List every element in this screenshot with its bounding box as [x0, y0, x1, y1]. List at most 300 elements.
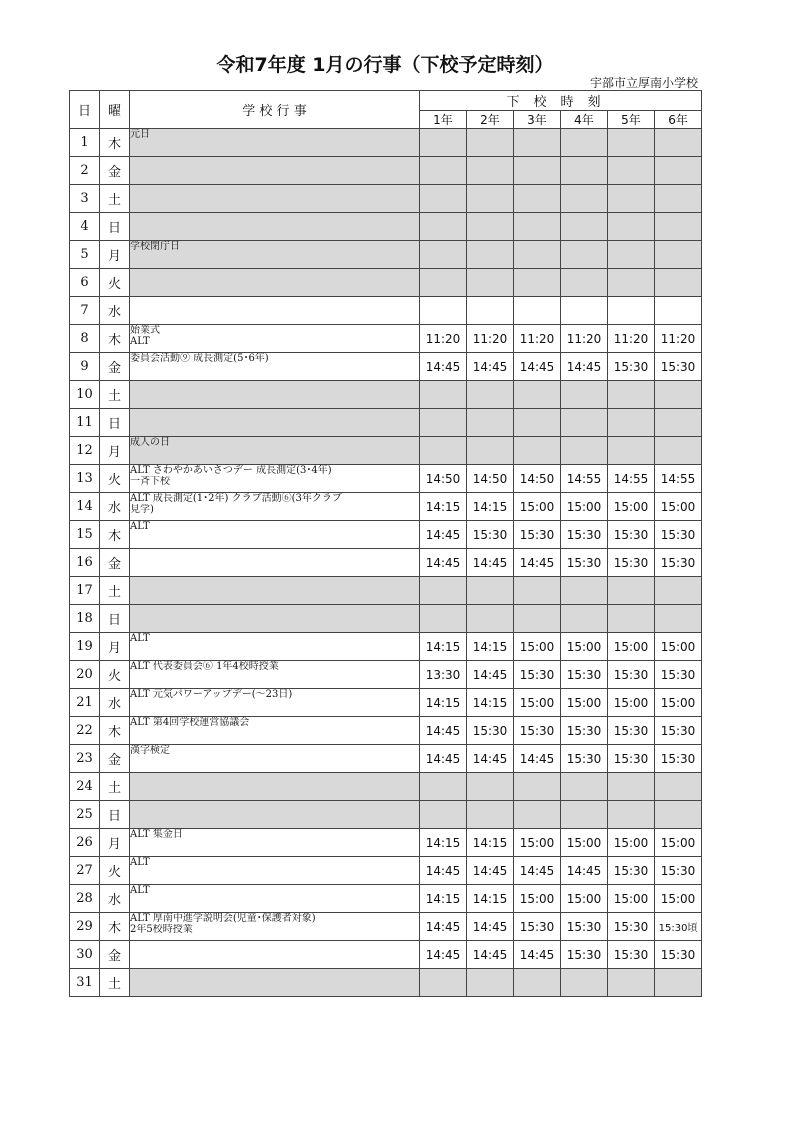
table-row	[70, 185, 702, 213]
dismissal-time-cell	[655, 381, 702, 409]
table-row	[70, 857, 702, 885]
dismissal-time-cell	[514, 577, 561, 605]
dismissal-time-cell	[420, 129, 467, 157]
dismissal-time-cell: 15:30	[514, 521, 561, 549]
dismissal-time-cell: 14:55	[655, 465, 702, 493]
dismissal-time-cell: 15:30	[467, 717, 514, 745]
dismissal-time-cell	[655, 577, 702, 605]
dismissal-time-cell	[420, 269, 467, 297]
dismissal-time-cell: 13:30	[420, 661, 467, 689]
dismissal-time-cell	[467, 129, 514, 157]
weekday-cell: 土	[100, 577, 130, 605]
dismissal-time-cell: 15:00	[514, 493, 561, 521]
dismissal-time-cell: 15:30	[608, 745, 655, 773]
dismissal-time-cell: 15:00	[655, 633, 702, 661]
dismissal-time-cell: 15:30頃	[655, 913, 702, 941]
dismissal-time-cell	[608, 773, 655, 801]
dismissal-time-cell	[608, 801, 655, 829]
day-cell: 24	[70, 773, 100, 801]
dismissal-time-cell: 15:30	[608, 941, 655, 969]
dismissal-time-cell	[655, 969, 702, 997]
dismissal-time-cell: 15:00	[514, 885, 561, 913]
dismissal-time-cell: 14:15	[420, 829, 467, 857]
dismissal-time-cell	[514, 241, 561, 269]
dismissal-time-cell	[608, 213, 655, 241]
dismissal-time-cell	[420, 381, 467, 409]
event-line: 元日	[130, 129, 150, 140]
dismissal-time-cell	[561, 409, 608, 437]
dismissal-time-cell	[467, 801, 514, 829]
event-cell	[130, 213, 420, 241]
grade-header: 6年	[655, 111, 702, 129]
dismissal-time-cell	[514, 157, 561, 185]
weekday-cell: 月	[100, 241, 130, 269]
dismissal-time-cell: 15:30	[561, 521, 608, 549]
dismissal-time-cell	[467, 297, 514, 325]
event-line: ALT 第4回学校運営協議会	[130, 717, 250, 728]
table-row	[70, 157, 702, 185]
dismissal-time-cell: 15:00	[561, 493, 608, 521]
day-cell: 25	[70, 801, 100, 829]
dismissal-time-cell: 14:45	[420, 941, 467, 969]
dismissal-time-cell: 15:30	[655, 661, 702, 689]
weekday-cell: 木	[100, 129, 130, 157]
table-row	[70, 577, 702, 605]
table-row	[70, 297, 702, 325]
dismissal-time-cell	[420, 213, 467, 241]
dismissal-time-cell	[608, 381, 655, 409]
day-cell: 22	[70, 717, 100, 745]
event-line: ALT さわやかあいさつデー 成長測定(3･4年)	[130, 465, 332, 476]
day-cell: 23	[70, 745, 100, 773]
dismissal-time-cell	[420, 185, 467, 213]
dismissal-time-cell: 15:30	[655, 521, 702, 549]
grade-header: 5年	[608, 111, 655, 129]
dismissal-time-cell: 15:30	[655, 353, 702, 381]
dismissal-time-cell	[420, 157, 467, 185]
page-title: 令和7年度 1月の行事（下校予定時刻）	[216, 54, 554, 76]
dismissal-time-cell	[561, 185, 608, 213]
dismissal-time-cell	[608, 605, 655, 633]
table-row	[70, 381, 702, 409]
event-cell	[130, 353, 420, 381]
dismissal-time-cell	[467, 241, 514, 269]
weekday-cell: 金	[100, 745, 130, 773]
dismissal-time-cell: 15:30	[655, 941, 702, 969]
table-row	[70, 521, 702, 549]
event-cell	[130, 689, 420, 717]
event-cell	[130, 465, 420, 493]
dismissal-time-cell	[514, 213, 561, 241]
dismissal-time-cell	[514, 269, 561, 297]
dismissal-time-cell: 15:00	[514, 633, 561, 661]
dismissal-time-cell	[655, 801, 702, 829]
table-row	[70, 829, 702, 857]
day-header: 日	[70, 91, 100, 129]
dismissal-time-cell: 14:45	[420, 549, 467, 577]
dismissal-time-cell	[514, 437, 561, 465]
table-row	[70, 913, 702, 941]
event-cell	[130, 577, 420, 605]
dismissal-time-cell	[467, 409, 514, 437]
dismissal-time-cell	[655, 129, 702, 157]
dismissal-time-cell	[420, 605, 467, 633]
weekday-cell: 水	[100, 297, 130, 325]
dismissal-time-cell: 15:00	[608, 493, 655, 521]
weekday-cell: 土	[100, 773, 130, 801]
weekday-cell: 水	[100, 885, 130, 913]
grade-header: 3年	[514, 111, 561, 129]
dismissal-time-cell	[655, 157, 702, 185]
table-row	[70, 941, 702, 969]
dismissal-time-cell: 15:30	[608, 717, 655, 745]
dismissal-time-cell: 15:30	[608, 353, 655, 381]
weekday-cell: 木	[100, 521, 130, 549]
dismissal-time-cell: 14:15	[467, 493, 514, 521]
weekday-cell: 日	[100, 605, 130, 633]
dismissal-time-cell	[655, 185, 702, 213]
dismissal-time-cell	[514, 297, 561, 325]
event-line: ALT	[130, 336, 150, 347]
event-cell	[130, 157, 420, 185]
dismissal-time-cell: 14:15	[420, 689, 467, 717]
event-line: ALT	[130, 857, 150, 868]
dismissal-time-cell: 14:45	[420, 857, 467, 885]
table-row	[70, 409, 702, 437]
dismissal-time-cell: 15:00	[608, 885, 655, 913]
dismissal-time-cell: 11:20	[655, 325, 702, 353]
event-cell	[130, 493, 420, 521]
dismissal-time-cell: 15:30	[561, 549, 608, 577]
day-cell: 1	[70, 129, 100, 157]
dismissal-time-cell	[514, 185, 561, 213]
table-row	[70, 213, 702, 241]
event-cell	[130, 717, 420, 745]
dismissal-time-cell	[467, 773, 514, 801]
dismissal-time-cell: 14:15	[467, 885, 514, 913]
dismissal-time-cell	[561, 801, 608, 829]
dismissal-time-cell	[608, 241, 655, 269]
event-line: ALT 代表委員会⑥ 1年4校時授業	[130, 661, 279, 672]
weekday-cell: 木	[100, 913, 130, 941]
dismissal-time-cell	[514, 801, 561, 829]
dismissal-time-cell	[561, 297, 608, 325]
event-line: ALT	[130, 521, 150, 532]
dismissal-time-cell	[467, 213, 514, 241]
weekday-cell: 日	[100, 801, 130, 829]
dismissal-time-cell: 14:45	[420, 717, 467, 745]
dismissal-time-cell	[561, 773, 608, 801]
dismissal-time-cell	[514, 409, 561, 437]
dismissal-time-cell: 15:30	[467, 521, 514, 549]
dismissal-time-cell: 14:15	[420, 493, 467, 521]
day-cell: 15	[70, 521, 100, 549]
weekday-header: 曜	[100, 91, 130, 129]
dismissal-time-cell	[561, 437, 608, 465]
dismissal-time-cell: 15:00	[655, 885, 702, 913]
dismissal-time-cell: 14:45	[467, 353, 514, 381]
event-cell	[130, 325, 420, 353]
table-row	[70, 773, 702, 801]
event-line: ALT	[130, 885, 150, 896]
day-cell: 4	[70, 213, 100, 241]
table-row	[70, 969, 702, 997]
dismissal-time-cell	[467, 157, 514, 185]
dismissal-time-cell	[420, 241, 467, 269]
dismissal-time-cell: 15:00	[561, 885, 608, 913]
dismissal-time-cell: 14:45	[467, 913, 514, 941]
dismissal-time-cell: 14:45	[467, 661, 514, 689]
dismissal-time-cell	[514, 969, 561, 997]
dismissal-time-cell	[514, 129, 561, 157]
dismissal-time-cell	[420, 577, 467, 605]
dismissal-time-cell: 14:45	[420, 913, 467, 941]
dismissal-time-cell: 14:15	[467, 689, 514, 717]
dismissal-time-cell: 15:30	[561, 941, 608, 969]
day-cell: 28	[70, 885, 100, 913]
dismissal-time-cell: 15:30	[561, 717, 608, 745]
day-cell: 2	[70, 157, 100, 185]
dismissal-time-cell	[561, 213, 608, 241]
event-cell	[130, 409, 420, 437]
dismissal-time-cell	[655, 437, 702, 465]
dismissal-time-cell	[608, 577, 655, 605]
dismissal-time-cell: 11:20	[514, 325, 561, 353]
event-cell	[130, 269, 420, 297]
dismissal-time-cell	[655, 773, 702, 801]
event-line: ALT 元気パワーアップデー(～23日)	[130, 689, 293, 700]
dismissal-time-cell: 15:30	[608, 857, 655, 885]
dismissal-time-cell: 14:45	[561, 857, 608, 885]
event-cell	[130, 549, 420, 577]
day-cell: 9	[70, 353, 100, 381]
dismissal-time-cell	[608, 129, 655, 157]
dismissal-time-cell	[467, 577, 514, 605]
events-header: 学 校 行 事	[130, 91, 420, 129]
dismissal-time-cell: 14:55	[561, 465, 608, 493]
day-cell: 21	[70, 689, 100, 717]
event-line: 学校閉庁日	[130, 241, 180, 252]
table-row	[70, 325, 702, 353]
dismissal-time-cell: 15:00	[561, 633, 608, 661]
dismissal-time-cell	[655, 297, 702, 325]
day-cell: 17	[70, 577, 100, 605]
dismissal-time-cell: 14:50	[514, 465, 561, 493]
dismissal-time-cell: 14:45	[514, 857, 561, 885]
schedule-table	[69, 90, 702, 997]
dismissal-time-cell: 14:15	[467, 829, 514, 857]
dismissal-time-cell: 15:30	[561, 745, 608, 773]
dismissal-time-cell: 15:00	[514, 689, 561, 717]
dismissal-time-cell: 14:45	[514, 941, 561, 969]
day-cell: 26	[70, 829, 100, 857]
table-row	[70, 661, 702, 689]
event-cell	[130, 801, 420, 829]
schedule-body	[70, 129, 702, 997]
weekday-cell: 月	[100, 633, 130, 661]
event-line: 委員会活動⑨ 成長測定(5･6年)	[130, 353, 269, 364]
dismissal-time-cell: 15:30	[655, 745, 702, 773]
weekday-cell: 金	[100, 941, 130, 969]
dismissal-time-cell: 14:45	[467, 549, 514, 577]
weekday-cell: 土	[100, 185, 130, 213]
dismissal-time-cell	[608, 269, 655, 297]
dismissal-time-cell	[561, 577, 608, 605]
dismissal-time-cell	[420, 437, 467, 465]
dismissal-time-cell: 15:30	[561, 661, 608, 689]
dismissal-time-cell: 14:45	[514, 549, 561, 577]
table-row	[70, 717, 702, 745]
dismissal-time-cell	[467, 381, 514, 409]
table-row	[70, 745, 702, 773]
dismissal-time-cell: 15:30	[608, 521, 655, 549]
dismissal-time-cell	[608, 185, 655, 213]
dismissal-time-cell: 14:45	[467, 941, 514, 969]
grade-header: 4年	[561, 111, 608, 129]
dismissal-time-cell: 15:00	[608, 689, 655, 717]
dismissal-time-cell	[561, 157, 608, 185]
dismissal-time-cell	[561, 241, 608, 269]
day-cell: 27	[70, 857, 100, 885]
day-cell: 5	[70, 241, 100, 269]
day-cell: 31	[70, 969, 100, 997]
event-cell	[130, 885, 420, 913]
dismissal-time-cell	[561, 969, 608, 997]
dismissal-time-cell: 14:45	[420, 353, 467, 381]
day-cell: 11	[70, 409, 100, 437]
weekday-cell: 火	[100, 661, 130, 689]
table-row	[70, 689, 702, 717]
day-cell: 14	[70, 493, 100, 521]
dismissal-time-cell: 14:45	[514, 745, 561, 773]
dismissal-time-cell	[608, 157, 655, 185]
dismissal-time-cell	[467, 185, 514, 213]
dismissal-time-cell	[608, 409, 655, 437]
dismissal-time-cell: 15:00	[561, 829, 608, 857]
event-cell	[130, 381, 420, 409]
event-cell	[130, 829, 420, 857]
dismissal-time-cell	[514, 605, 561, 633]
grade-header: 2年	[467, 111, 514, 129]
event-cell	[130, 633, 420, 661]
event-line: 始業式	[130, 325, 160, 336]
day-cell: 10	[70, 381, 100, 409]
weekday-cell: 水	[100, 689, 130, 717]
table-row	[70, 605, 702, 633]
dismissal-time-cell: 15:00	[514, 829, 561, 857]
dismissal-time-cell	[561, 381, 608, 409]
dismissal-time-cell: 15:30	[561, 913, 608, 941]
weekday-cell: 土	[100, 381, 130, 409]
event-line: ALT 厚南中進学説明会(児童･保護者対象)	[130, 913, 316, 924]
day-cell: 16	[70, 549, 100, 577]
dismissal-time-cell: 14:55	[608, 465, 655, 493]
weekday-cell: 月	[100, 829, 130, 857]
day-cell: 30	[70, 941, 100, 969]
dismissal-time-cell	[514, 381, 561, 409]
table-row	[70, 493, 702, 521]
day-cell: 19	[70, 633, 100, 661]
day-cell: 7	[70, 297, 100, 325]
weekday-cell: 金	[100, 353, 130, 381]
dismissal-time-cell: 14:15	[420, 885, 467, 913]
weekday-cell: 火	[100, 857, 130, 885]
weekday-cell: 月	[100, 437, 130, 465]
event-line: 一斉下校	[130, 476, 170, 487]
dismissal-time-cell: 14:15	[467, 633, 514, 661]
day-cell: 3	[70, 185, 100, 213]
dismissal-time-cell: 15:30	[514, 661, 561, 689]
dismissal-time-cell	[655, 269, 702, 297]
day-cell: 13	[70, 465, 100, 493]
event-cell	[130, 857, 420, 885]
weekday-cell: 木	[100, 717, 130, 745]
day-cell: 20	[70, 661, 100, 689]
event-cell	[130, 185, 420, 213]
dismissal-time-cell: 14:15	[420, 633, 467, 661]
event-cell	[130, 969, 420, 997]
dismissal-time-cell	[420, 297, 467, 325]
event-cell	[130, 661, 420, 689]
dismissal-time-cell	[655, 241, 702, 269]
event-cell	[130, 605, 420, 633]
school-name: 宇部市立厚南小学校	[589, 76, 698, 90]
dismissal-time-cell: 15:30	[514, 913, 561, 941]
dismissal-time-cell: 14:45	[420, 745, 467, 773]
dismissal-time-cell	[655, 409, 702, 437]
dismissal-time-cell	[420, 773, 467, 801]
dismissal-time-cell: 11:20	[608, 325, 655, 353]
dismissal-time-cell	[608, 437, 655, 465]
event-cell	[130, 241, 420, 269]
dismissal-time-cell: 14:45	[467, 857, 514, 885]
table-row	[70, 241, 702, 269]
dismissal-time-cell	[561, 605, 608, 633]
dismissal-time-cell: 14:50	[467, 465, 514, 493]
dismissal-time-cell	[420, 409, 467, 437]
weekday-cell: 火	[100, 269, 130, 297]
dismissal-time-cell: 14:45	[420, 521, 467, 549]
dismissal-time-cell	[467, 969, 514, 997]
dismissal-time-cell	[467, 269, 514, 297]
dismissal-time-cell: 14:45	[467, 745, 514, 773]
dismissal-time-cell	[655, 605, 702, 633]
dismissal-time-cell	[420, 969, 467, 997]
weekday-cell: 金	[100, 549, 130, 577]
day-cell: 6	[70, 269, 100, 297]
dismissal-time-cell	[467, 437, 514, 465]
day-cell: 18	[70, 605, 100, 633]
event-line: 見学)	[130, 504, 154, 515]
dismissal-time-cell: 11:20	[561, 325, 608, 353]
table-row	[70, 885, 702, 913]
dismissal-time-cell: 15:00	[655, 493, 702, 521]
event-cell	[130, 941, 420, 969]
table-row	[70, 129, 702, 157]
dismissal-time-cell	[420, 801, 467, 829]
weekday-cell: 日	[100, 409, 130, 437]
table-row	[70, 549, 702, 577]
event-cell	[130, 521, 420, 549]
event-cell	[130, 745, 420, 773]
dismissal-time-cell: 14:45	[514, 353, 561, 381]
event-cell	[130, 437, 420, 465]
event-cell	[130, 297, 420, 325]
dismissal-time-cell: 14:50	[420, 465, 467, 493]
dismissal-time-cell: 15:00	[608, 633, 655, 661]
event-cell	[130, 913, 420, 941]
dismissal-time-cell	[561, 269, 608, 297]
